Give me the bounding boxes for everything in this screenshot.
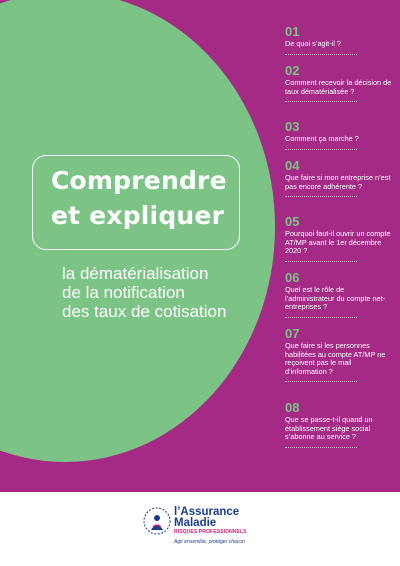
toc-item-05[interactable] — [285, 215, 395, 262]
toc-question: Que se passe-t-il quand un établissement siège social s’abonne au service ? — [285, 415, 373, 442]
toc-number: 08 — [285, 400, 300, 415]
toc-number: 01 — [285, 24, 300, 39]
logo-text-line-2: Maladie — [174, 517, 217, 529]
toc-item-04[interactable] — [285, 159, 395, 197]
title-box — [32, 155, 240, 250]
dotted-divider — [285, 54, 357, 55]
toc-item-01[interactable] — [285, 25, 395, 55]
toc-number: 04 — [285, 158, 300, 173]
toc-question: De quoi s’agit-il ? — [285, 39, 341, 48]
dotted-divider — [285, 381, 357, 382]
toc-question: Comment recevoir la décision de taux dématérialisée ? — [285, 78, 392, 96]
toc-question: Que faire si mon entreprise n’est pas encore adhérente ? — [285, 173, 391, 191]
logo-tagline: Agir ensemble, protéger chacun — [174, 539, 245, 545]
dotted-divider — [285, 101, 357, 102]
title-line-2: et expliquer — [51, 201, 225, 230]
toc-question: Pourquoi faut-il ouvrir un compte AT/MP avant le 1er décembre 2020 ? — [285, 229, 391, 256]
dotted-divider — [285, 447, 357, 448]
subtitle-line-1: la dématérialisation — [62, 264, 209, 283]
logo-text-line-1: l’Assurance — [174, 506, 240, 518]
toc-item-06[interactable] — [285, 271, 395, 318]
dotted-divider — [285, 196, 357, 197]
toc-number: 05 — [285, 214, 300, 229]
toc-item-08[interactable] — [285, 401, 395, 448]
toc-item-02[interactable] — [285, 64, 395, 102]
toc-question: Comment ça marche ? — [285, 134, 359, 143]
toc-item-03[interactable] — [285, 120, 395, 150]
dotted-divider — [285, 317, 357, 318]
dotted-divider — [285, 261, 357, 262]
subtitle-line-3: des taux de cotisation — [62, 302, 227, 321]
toc-question: Que faire si les personnes habilitées au compte AT/MP ne reçoivent pas le mail d’information ? — [285, 341, 386, 376]
subtitle-line-2: de la notification — [62, 283, 185, 302]
logo-subtitle: RISQUES PROFESSIONNELS — [174, 529, 247, 535]
toc-item-07[interactable] — [285, 327, 395, 382]
title-line-1: Comprendre — [51, 166, 227, 195]
toc-question: Quel est le rôle de l’administrateur du compte net-entreprises ? — [285, 285, 386, 312]
toc-number: 06 — [285, 270, 300, 285]
dotted-divider — [285, 149, 357, 150]
toc-number: 07 — [285, 326, 300, 341]
assurance-maladie-emblem-icon — [142, 506, 172, 536]
footer — [0, 492, 400, 566]
toc-number: 02 — [285, 63, 300, 78]
assurance-maladie-logo[interactable] — [142, 504, 262, 554]
toc-number: 03 — [285, 119, 300, 134]
